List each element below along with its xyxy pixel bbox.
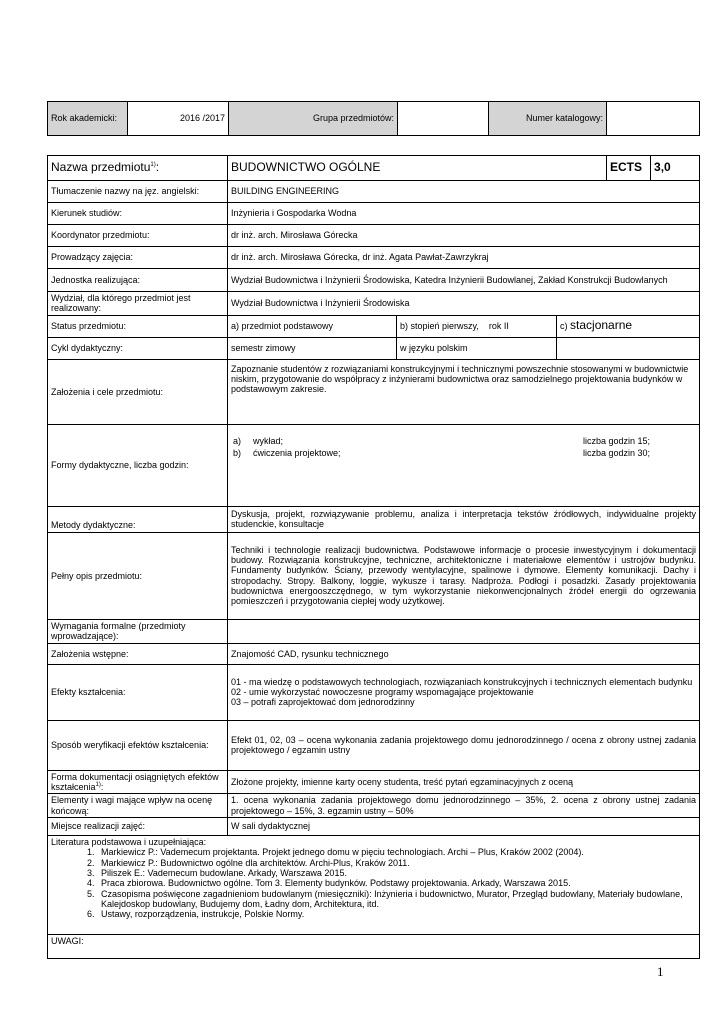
formy-item <box>231 435 696 447</box>
prowadzacy-value: dr inż. arch. Mirosława Górecka, dr inż. Agata Pawłat-Zawrzykraj <box>228 247 700 269</box>
header-table <box>47 101 700 136</box>
formy-list <box>231 435 696 460</box>
uwagi-label: UWAGI: <box>48 935 700 959</box>
status-c-prefix: c) <box>560 321 568 332</box>
opis-label: Pełny opis przedmiotu: <box>48 532 228 619</box>
sposob-label: Sposób weryfikacji efektów kształcenia: <box>48 720 228 770</box>
forma-label: Forma dokumentacji osiągniętych efektów kształcenia <box>51 771 219 793</box>
prowadzacy-label: Prowadzący zajęcia: <box>48 247 228 269</box>
literatura-item: 3. Piliszek E.: Vademecum budowlane. Arkady, Warszawa 2015. <box>97 868 696 878</box>
wydzial-label: Wydział, dla którego przedmiot jest realizowany: <box>48 292 228 316</box>
nazwa-label-cell <box>48 156 228 181</box>
literatura-item: 2. Markiewicz P.: Budownictwo ogólne dla architektów. Archi-Plus, Kraków 2011. <box>97 858 696 868</box>
efekty-line: 02 - umie wykorzystać nowoczesne programy wspomagające projektowanie <box>231 687 534 698</box>
formy-label: Formy dydaktyczne, liczba godzin: <box>48 424 228 506</box>
status-rok: rok II <box>488 321 509 332</box>
literatura-cell <box>48 836 700 935</box>
status-label: Status przedmiotu: <box>48 315 228 337</box>
nazwa-colon: : <box>155 160 160 175</box>
formy-hours: liczba godzin 15; <box>583 435 651 446</box>
literatura-list <box>51 847 696 919</box>
cykl-lang: w języku polskim <box>397 337 557 359</box>
rok-label: Rok akademicki: <box>48 102 128 136</box>
status-c: stacjonarne <box>570 318 633 333</box>
cykl-label: Cykl dydaktyczny: <box>48 337 228 359</box>
formy-cell <box>228 424 700 506</box>
formy-hours: liczba godzin 30; <box>583 448 651 459</box>
koordynator-value: dr inż. arch. Mirosława Górecka <box>228 225 700 247</box>
status-b: b) stopień pierwszy, <box>400 321 479 332</box>
formy-name: ćwiczenia projektowe; <box>253 448 341 459</box>
page-number: 1 <box>657 964 664 979</box>
tlumaczenie-label: Tłumaczenie nazwy na jęz. angielski: <box>48 181 228 203</box>
forma-footnote: 1) <box>95 782 101 789</box>
efekty-cell <box>228 664 700 720</box>
zalozenia-value: Zapoznanie studentów z rozwiązaniami konstrukcyjnymi i technicznymi powszechnie stosowanymi w budownictwie niskim, przygotowanie do współpracy z inżynierami budownictwa oraz samodzielnego projektowania budynków w podstawowym zakresie. <box>228 359 700 424</box>
metody-value: Dyskusja, projekt, rozwiązywanie problemu, analiza i interpretacja tekstów źródłowych, indywidualne projekty studenckie, konsultacje <box>228 506 700 532</box>
course-table <box>47 155 700 959</box>
formy-name: wykład; <box>253 435 284 446</box>
numer-value <box>607 102 700 136</box>
status-a: a) przedmiot podstawowy <box>228 315 397 337</box>
literatura-item: 1. Markiewicz P.: Vademecum projektanta. Projekt jednego domu w pięciu technologiach. Archi – Plus, Kraków 2002 (2004). <box>97 847 696 857</box>
nazwa-footnote: 1) <box>150 162 156 169</box>
efekty-line: 03 – potrafi zaprojektować dom jednorodzinny <box>231 697 415 708</box>
formy-item <box>231 447 696 459</box>
ects-value: 3,0 <box>651 156 700 181</box>
formy-letter: b) <box>233 448 242 459</box>
wstepne-value: Znajomość CAD, rysunku technicznego <box>228 643 700 664</box>
nazwa-value: BUDOWNICTWO OGÓLNE <box>228 156 607 181</box>
opis-value: Techniki i technologie realizacji budownictwa. Podstawowe informacje o procesie inwestycyjnym i dokumentacji budowy. Rozwiązania konstrukcyjne, techniczne, architektoniczne i materiałowe elementów i ustrojów budynku. Fundamenty budynków. Ściany, przewody wentylacyjne, spalinowe i dymowe. Elementy komunikacji. Dachy i stropodachy. Stropy. Balkony, loggie, wykusze i tarasy. Nadproża. Podłogi i posadzki. Zasady projektowania budownictwa energooszczędnego, w tym wykorzystanie niekonwencjonalnych źródeł energii do ogrzewania pomieszczeń i przygotowania ciepłej wody użytkowej. <box>228 532 700 619</box>
forma-colon: : <box>100 782 104 793</box>
miejsce-value: W sali dydaktycznej <box>228 818 700 836</box>
forma-label-cell <box>48 770 228 794</box>
literatura-item: 6. Ustawy, rozporządzenia, instrukcje, Polskie Normy. <box>97 909 696 919</box>
nazwa-label: Nazwa przedmiotu <box>51 160 151 175</box>
jednostka-label: Jednostka realizująca: <box>48 269 228 292</box>
status-c-cell <box>557 315 700 337</box>
sposob-value: Efekt 01, 02, 03 – ocena wykonania zadania projektowego domu jednorodzinnego / ocena z obrony ustnej zadania projektowego / egzamin ustny <box>228 720 700 770</box>
formy-letter: a) <box>233 435 242 446</box>
status-b-cell <box>397 315 557 337</box>
rok-value: 2016 /2017 <box>128 102 229 136</box>
jednostka-value: Wydział Budownictwa i Inżynierii Środowiska, Katedra Inżynierii Budowlanej, Zakład Konstrukcji Budowlanych <box>228 269 700 292</box>
wymagania-value <box>228 619 700 643</box>
kierunek-label: Kierunek studiów: <box>48 203 228 225</box>
efekty-label: Efekty kształcenia: <box>48 664 228 720</box>
efekty-line: 01 - ma wiedzę o podstawowych technologiach, rozwiązaniach konstrukcyjnych i technicznych elementach budynku <box>231 676 693 687</box>
numer-label: Numer katalogowy: <box>489 102 607 136</box>
zalozenia-label: Założenia i cele przedmiotu: <box>48 359 228 424</box>
cykl-value: semestr zimowy <box>228 337 397 359</box>
ects-label: ECTS <box>607 156 651 181</box>
elementy-label: Elementy i wagi mające wpływ na ocenę końcową: <box>48 794 228 818</box>
wstepne-label: Założenia wstępne: <box>48 643 228 664</box>
miejsce-label: Miejsce realizacji zajęć: <box>48 818 228 836</box>
cykl-empty <box>557 337 700 359</box>
literatura-item: 5. Czasopisma poświęcone zagadnieniom budowlanym (miesięczniki): Inżynieria i budownictwo, Murator, Przegląd budowlany, Materiały budowlane, Kalejdoskop budowlany, Budujemy dom, Ładny dom, Architektura, itd. <box>97 889 696 910</box>
literatura-item: 4. Praca zbiorowa. Budownictwo ogólne. Tom 3. Elementy budynków. Podstawy projektowania. Arkady, Warszawa 2015. <box>97 878 696 888</box>
grupa-label: Grupa przedmiotów: <box>229 102 398 136</box>
literatura-label: Literatura podstawowa i uzupełniająca: <box>51 837 207 848</box>
tlumaczenie-value: BUILDING ENGINEERING <box>228 181 700 203</box>
koordynator-label: Koordynator przedmiotu: <box>48 225 228 247</box>
grupa-value <box>398 102 489 136</box>
wydzial-value: Wydział Budownictwa i Inżynierii Środowiska <box>228 292 700 316</box>
metody-label: Metody dydaktyczne: <box>48 506 228 532</box>
elementy-value: 1. ocena wykonania zadania projektowego domu jednorodzinnego – 35%, 2. ocena z obrony ustnej zadania projektowego – 15%, 3. egzamin ustny – 50% <box>228 794 700 818</box>
kierunek-value: Inżynieria i Gospodarka Wodna <box>228 203 700 225</box>
wymagania-label: Wymagania formalne (przedmioty wprowadzające): <box>48 619 228 643</box>
forma-value: Złożone projekty, imienne karty oceny studenta, treść pytań egzaminacyjnych z oceną <box>228 770 700 794</box>
